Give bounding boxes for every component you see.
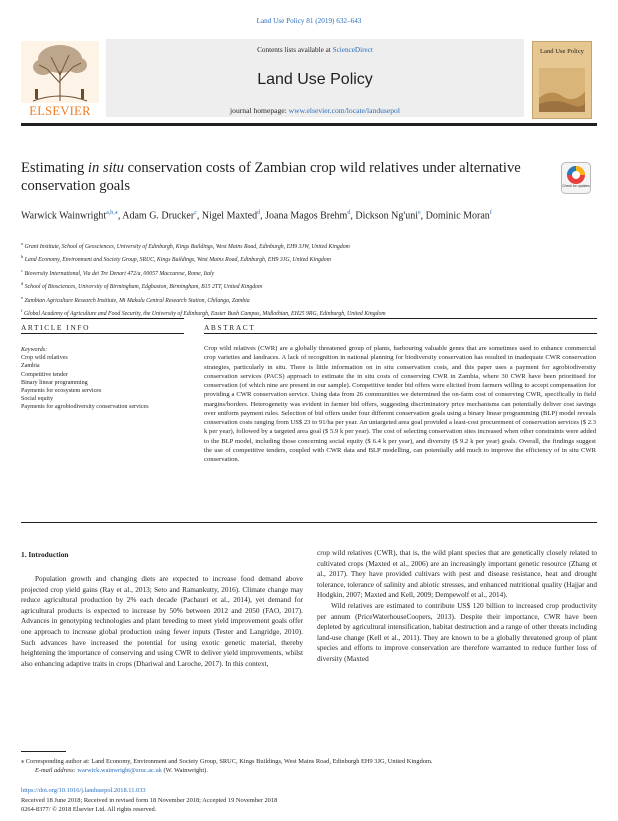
keyword-item: Social equity	[21, 396, 53, 403]
keyword-item: Crop wild relatives	[21, 355, 68, 362]
author-name[interactable]: Dickson Ng'uni	[355, 210, 418, 222]
author-affiliation-marker[interactable]: c	[194, 210, 197, 216]
copyright-notice: 0264-8377/ © 2018 Elsevier Ltd. All rights reserved.	[21, 806, 157, 813]
footnote-rule	[21, 751, 66, 752]
keyword-item: Binary linear programming	[21, 379, 88, 386]
cover-artwork-icon	[539, 68, 585, 112]
article-info-heading: ARTICLE INFO	[21, 323, 91, 332]
author-affiliation-marker[interactable]: d	[347, 210, 351, 216]
keyword-item: Payments for ecosystem services	[21, 388, 102, 395]
intro-paragraph-1: Population growth and changing diets are expected to increase food demand above projected crop yield gains (Ray et al., 2013; Seto and Ramankutty, 2016). Climate change may reduce agricultural production by 2% each decade (Pachauri et al., 2014), yet demand for agricultural products is expected to increase by 50% between 2012 and 2050 (FAO, 2017). Advances in genotyping technologies and plant breeding to meet yield improvement goals offer one approach to increase global production using fewer inputs (Tester and Langridge, 2010). Such advances have increased the potential for using exotic genetic material, thereby heightening the importance of conserving and using CWR to deliver yield improvements, whilst also enhancing adaptive traits in crops (Dhariwal and Laroche, 2017). In this context,	[21, 575, 303, 668]
journal-title: Land Use Policy	[257, 71, 373, 88]
email-suffix: (W. Wainwright).	[161, 767, 208, 775]
cover-title: Land Use Policy	[540, 48, 584, 55]
crossmark-label: Check for updates	[562, 184, 590, 188]
affiliation-item	[21, 252, 591, 265]
intro-paragraph-2: Wild relatives are estimated to contribute US$ 120 billion to increased crop productivity per annum (PriceWaterhouseCoopers, 2013). Despite their importance, CWR have been depleted by agricultural intensification, habitat destruction and a range of other threats including land-use change (Kell et al., 2011). They are known to be a globally threatened group of plant species and efforts to improve conservation are therefore warranted to reduce further loss of diversity (Maxted	[317, 601, 597, 663]
elsevier-wordmark: ELSEVIER	[29, 104, 91, 118]
abstract-end-rule	[21, 522, 597, 523]
affiliation-marker: f	[21, 308, 23, 314]
intro-paragraph-1-cont: crop wild relatives (CWR), that is, the wild plant species that are genetically closely related to cultivated crops (Maxted et al., 2006) are an increasingly important genetic resource (Zhang et al., 2017). They have provided cultivars with pest and disease resistance, heat and drought tolerance, tolerance of salinity and abiotic stresses, and enhanced nutritional quality (Hajjar and Hodgkin, 2007; Maxted and Kell, 2009; Dempewolf et al., 2014).	[317, 549, 597, 600]
article-info-top-rule	[21, 318, 184, 319]
affiliation-marker: c	[21, 267, 23, 273]
check-for-updates-button[interactable]	[561, 162, 591, 194]
abstract-heading: ABSTRACT	[204, 323, 256, 332]
affiliation-marker: d	[21, 281, 24, 287]
affiliation-item	[21, 239, 591, 252]
keyword-item: Zambia	[21, 363, 40, 370]
affiliation-text: Global Academy of Agriculture and Food Security, the University of Edinburgh, Easter Bush Campus, Midlothian, EH25 9RG, Edinburgh, United Kingdom	[22, 311, 386, 318]
article-info-bottom-rule	[21, 333, 184, 334]
contents-prefix: Contents lists available at	[257, 46, 333, 54]
title-part-1: Estimating	[21, 160, 88, 176]
abstract-text: Crop wild relatives (CWR) are a globally threatened group of plants, harbouring valuable genes that are sometimes used to enhance commercial crop varieties and landraces. A lack of recognition in national planning for biodiversity conservation has resulted in inadequate CWR conservation strategies, particularly in situ. There is little information on in situ conservation costs, and this paper uses a payment for agrobiodiversity conservation services (PACS) approach to estimate the in situ costs of conserving CWR in Zambia, where 30 CWR have been prioritised for conservation (of which nine are present in our sample). Competitive tender bid offers were elicited from farmers willing to accept compensation for providing a CWR conservation service. Using data from 26 communities we determined the on-farm cost of conserving CWR, specifically in field margins/borders. Heterogeneity was evident in farmer bid offers, suggesting discriminatory price mechanisms can potentially deliver cost savings over uniform payment rules. Selection of bid offers under four different conservation goals using a binary linear programming (BLP) model reveals conservation costs ranging from US$ 23 to 91/ha per year. An untargeted area goal provided a least-cost procurement of conservation services ($ 2.3 k per year), followed by a targeted area goal ($ 5.9 k per year). The cost of selecting conservation sites increased when other constraints were added to the BLP model, including those concerning social equity ($ 6.4 k per year), and diversity ($ 9.2 k per year) goals. Overall, the findings suggest the use of competitive tenders, coupled with CWR data and BLP modelling, can potentially add much to improve the efficiency of in situ CWR conservation.	[204, 345, 596, 463]
body-column-left	[21, 574, 303, 669]
email-label: E-mail address:	[35, 767, 78, 775]
email-line	[21, 766, 597, 775]
doi-link[interactable]: https://doi.org/10.1016/j.landusepol.2018.11.033	[21, 787, 146, 794]
email-link[interactable]: warwick.wainwright@sruc.ac.uk	[77, 767, 162, 775]
affiliation-item	[21, 279, 591, 292]
sciencedirect-link[interactable]: ScienceDirect	[332, 46, 373, 54]
journal-reference[interactable]: Land Use Policy 81 (2019) 632–643	[256, 17, 362, 25]
author-name[interactable]: Warwick Wainwright	[21, 210, 107, 222]
affiliation-list	[21, 239, 591, 320]
abstract-bottom-rule	[204, 333, 597, 334]
corresponding-author-note: ⁎ Corresponding author at: Land Economy, Environment and Society Group, SRUC, Kings Buildings, West Mains Road, Edinburgh EH9 3JG, United Kingdom.	[21, 758, 433, 765]
affiliation-text: Bioversity International, Via dei Tre Denari 472/a, 00057 Maccarese, Rome, Italy	[23, 270, 215, 277]
affiliation-text: Zambian Agriculture Research Institute, Mt Makulu Central Research Station, Chilanga, Zambia	[23, 297, 250, 304]
introduction-heading: 1. Introduction	[21, 550, 69, 559]
journal-cover-image[interactable]	[532, 41, 592, 119]
homepage-link[interactable]: www.elsevier.com/locate/landusepol	[288, 106, 400, 115]
author-affiliation-marker[interactable]: d	[257, 210, 261, 216]
affiliation-marker: b	[21, 254, 24, 260]
received-dates: Received 18 June 2018; Received in revised form 18 November 2018; Accepted 19 November 2018	[21, 797, 278, 804]
affiliation-text: School of Biosciences, University of Birmingham, Edgbaston, Birmingham, B15 2TT, United Kingdom	[23, 284, 263, 291]
author-affiliation-marker[interactable]: a,b,⁎	[106, 210, 118, 216]
homepage-prefix: journal homepage:	[230, 106, 289, 115]
footnote	[21, 757, 597, 775]
author-name[interactable]: Dominic Moran	[425, 210, 490, 222]
affiliation-text: Grant Institute, School of Geosciences, University of Edinburgh, Kings Buildings, West Mains Road, Edinburgh, EH9 3JW, United Kingdom	[23, 243, 350, 250]
title-italic: in situ	[87, 160, 124, 176]
contents-line	[106, 46, 524, 54]
author-affiliation-marker[interactable]: f	[489, 210, 492, 216]
affiliation-item	[21, 293, 591, 306]
keyword-item: Payments for agrobiodiversity conservation services	[21, 404, 149, 411]
header-divider	[21, 123, 597, 126]
article-title	[21, 159, 521, 195]
keywords-label: Keywords:	[21, 347, 48, 353]
affiliation-marker: a	[21, 241, 23, 246]
keywords-block	[21, 346, 181, 412]
affiliation-marker: e	[21, 294, 23, 300]
homepage-line	[106, 106, 524, 115]
title-part-2: conservation costs of Zambian crop wild relatives under alternative conservation goals	[21, 160, 521, 194]
affiliation-text: Land Economy, Environment and Society Group, SRUC, Kings Buildings, West Mains Road, Edinburgh, EH9 3JG, United Kingdom	[23, 257, 331, 264]
abstract-top-rule	[204, 318, 597, 319]
body-column-right	[317, 548, 597, 665]
author-affiliation-marker[interactable]: e	[417, 210, 421, 216]
crossmark-icon	[561, 162, 591, 194]
keyword-item: Competitive tender	[21, 371, 68, 378]
author-name[interactable]: Joana Magos Brehm	[265, 210, 348, 222]
author-list: Warwick Wainwright$^{a,b,⁎}$, Adam G. Drucker$^c$, Nigel Maxted$^d$, Joana Magos Brehm$^d$, Dickson Ng'uni$^e$, Dominic Moran$^f$	[21, 210, 492, 222]
affiliation-item	[21, 266, 591, 279]
author-name[interactable]: Nigel Maxted	[201, 210, 258, 222]
keywords-list	[21, 354, 181, 411]
author-name[interactable]: Adam G. Drucker	[122, 210, 195, 222]
